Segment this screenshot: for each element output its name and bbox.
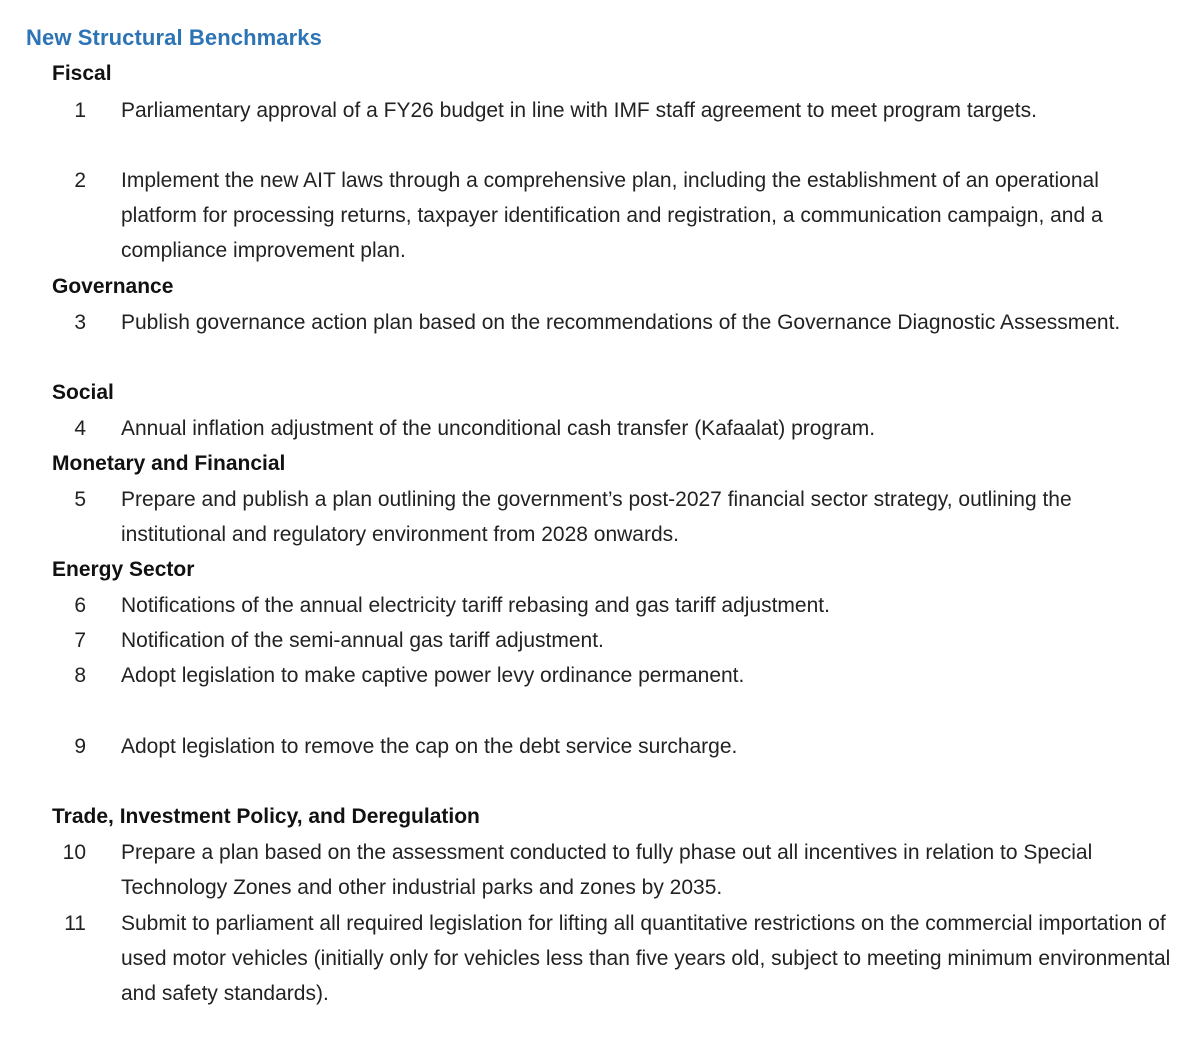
- benchmark-text: Adopt legislation to make captive power levy ordinance permanent.: [121, 664, 745, 687]
- benchmark-number: 7: [74, 629, 86, 652]
- benchmark-number: 4: [74, 417, 86, 440]
- benchmark-text: Prepare a plan based on the assessment conducted to fully phase out all incentives in relation to Special Technology Zones and other industrial parks and zones by 2035.: [121, 841, 1093, 900]
- section-heading-governance: Governance: [52, 275, 174, 298]
- benchmark-number: 11: [64, 912, 86, 935]
- benchmark-number: 5: [74, 488, 86, 511]
- benchmark-number: 9: [74, 735, 86, 758]
- benchmark-number: 1: [74, 99, 86, 122]
- benchmark-number: 8: [74, 664, 86, 687]
- section-heading-energy-sector: Energy Sector: [52, 558, 195, 581]
- benchmark-text: Parliamentary approval of a FY26 budget in line with IMF staff agreement to meet program targets.: [121, 99, 1037, 122]
- benchmark-text: Publish governance action plan based on the recommendations of the Governance Diagnostic Assessment.: [121, 311, 1121, 334]
- benchmark-text: Adopt legislation to remove the cap on the debt service surcharge.: [121, 735, 738, 758]
- benchmark-text: Implement the new AIT laws through a comprehensive plan, including the establishment of an operational platform for processing returns, taxpayer identification and registration, a communication campaign, and a compliance improvement plan.: [121, 169, 1103, 263]
- benchmark-number: 3: [74, 311, 86, 334]
- section-heading-fiscal: Fiscal: [52, 62, 112, 85]
- benchmark-number: 10: [62, 841, 86, 864]
- section-heading-social: Social: [52, 381, 114, 404]
- benchmark-text: Submit to parliament all required legislation for lifting all quantitative restrictions on the commercial importation of used motor vehicles (initially only for vehicles less than five years old, subject to meeting minimum environmental and safety standards).: [121, 912, 1171, 1006]
- benchmark-text: Annual inflation adjustment of the unconditional cash transfer (Kafaalat) program.: [121, 417, 876, 440]
- benchmark-text: Notification of the semi-annual gas tariff adjustment.: [121, 629, 604, 652]
- document-title: New Structural Benchmarks: [26, 25, 322, 50]
- benchmark-number: 2: [74, 169, 86, 192]
- section-heading-trade-investment-deregulation: Trade, Investment Policy, and Deregulation: [52, 805, 480, 828]
- benchmark-text: Prepare and publish a plan outlining the government’s post-2027 financial sector strategy, outlining the institutional and regulatory environment from 2028 onwards.: [121, 488, 1072, 547]
- benchmark-text: Notifications of the annual electricity tariff rebasing and gas tariff adjustment.: [121, 594, 830, 617]
- section-heading-monetary-and-financial: Monetary and Financial: [52, 452, 286, 475]
- benchmark-number: 6: [74, 594, 86, 617]
